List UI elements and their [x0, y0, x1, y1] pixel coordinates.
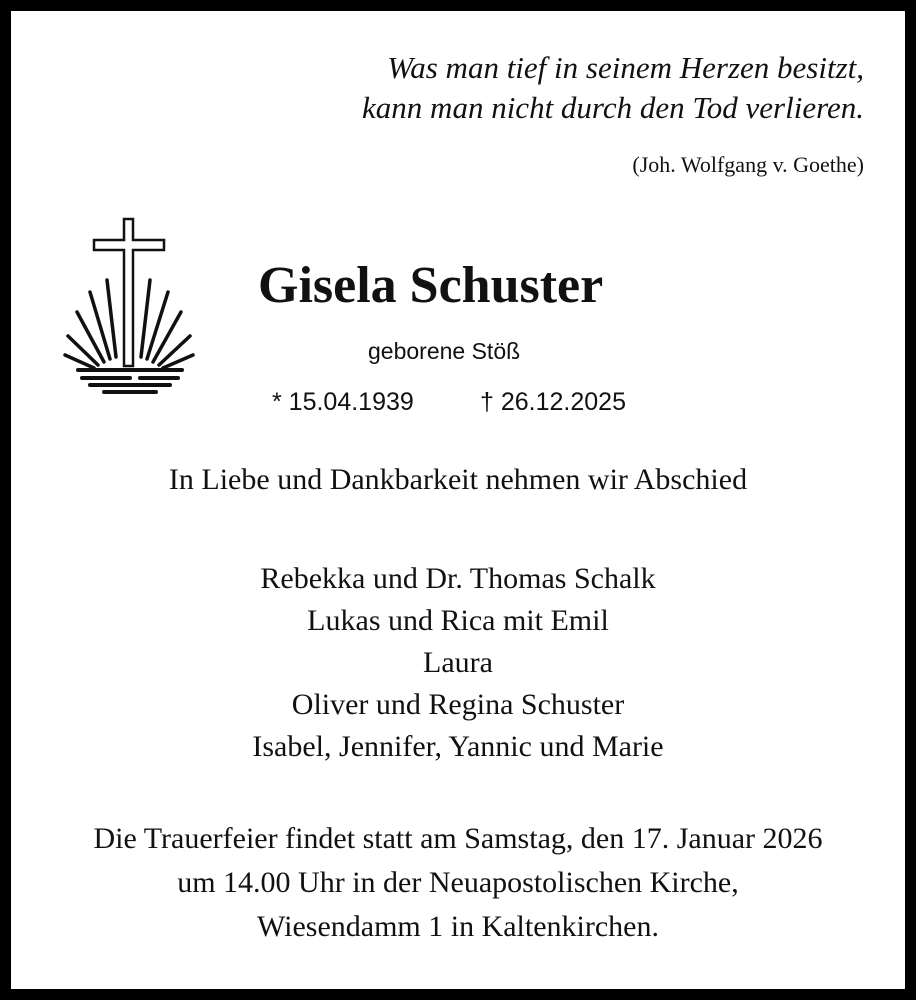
- family-line: Lukas und Rica mit Emil: [307, 604, 609, 637]
- quote-line-1: Was man tief in seinem Herzen besitzt,: [387, 50, 864, 85]
- cross-rising-sun-icon: [60, 212, 200, 402]
- quote-line-2: kann man nicht durch den Tod verlieren.: [362, 90, 864, 125]
- ceremony-line: Die Trauerfeier findet statt am Samstag, den 17. Januar 2026: [93, 822, 823, 855]
- family-line: Rebekka und Dr. Thomas Schalk: [260, 562, 656, 595]
- ceremony-line: Wiesendamm 1 in Kaltenkirchen.: [257, 910, 659, 943]
- death-date: † 26.12.2025: [480, 388, 626, 416]
- family-list: [11, 558, 905, 768]
- deceased-name: Gisela Schuster: [258, 257, 604, 314]
- birth-date: * 15.04.1939: [272, 388, 414, 416]
- family-line: Oliver und Regina Schuster: [291, 688, 625, 721]
- quote-author: (Joh. Wolfgang v. Goethe): [632, 152, 864, 177]
- family-line: Laura: [423, 646, 493, 679]
- family-line: Isabel, Jennifer, Yannic und Marie: [252, 730, 664, 763]
- ceremony-line: um 14.00 Uhr in der Neuapostolischen Kirche,: [177, 866, 739, 899]
- ceremony-info: [11, 817, 905, 949]
- born-name: geborene Stöß: [368, 338, 521, 364]
- farewell-text: In Liebe und Dankbarkeit nehmen wir Abschied: [168, 463, 748, 496]
